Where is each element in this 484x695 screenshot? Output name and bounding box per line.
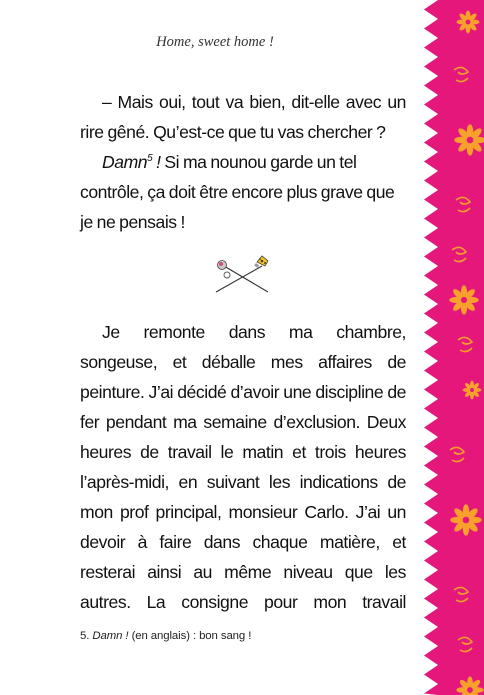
paragraph-text: – Mais oui, tout va bien, dit-elle avec un rire gêné. Qu’est-ce que tu vas chercher ? xyxy=(80,92,406,142)
floral-zigzag-border-icon xyxy=(424,0,484,695)
footnote-italic: Damn ! xyxy=(92,630,129,642)
border-flower-icon xyxy=(450,504,482,536)
italic-punctuation: ! xyxy=(152,152,161,172)
border-flower-icon xyxy=(456,10,479,33)
footnote-text: (en anglais) : bon sang ! xyxy=(128,630,252,642)
paragraph-damn xyxy=(80,147,406,237)
text-block-top xyxy=(80,87,406,237)
border-flower-icon xyxy=(449,285,478,314)
zigzag-band xyxy=(424,0,484,695)
paragraph-text: Si ma nounou garde un tel contrôle, ça doit être encore plus grave que je ne pensais ! xyxy=(80,152,395,232)
footnote-number: 5. xyxy=(80,630,93,642)
italic-word: Damn xyxy=(102,152,148,172)
crossed-brushes-ornament-icon xyxy=(210,252,274,296)
paragraph-dialogue xyxy=(80,87,406,147)
text-block-bottom xyxy=(80,317,406,617)
paragraph-text: Je remonte dans ma chambre, songeuse, et déballe mes affaires de peinture. J’ai décidé d’avoir une discipline de fer pendant ma semaine d’exclusion. Deux heures de travail le matin et trois heures l’après-midi, en suivant les indications de mon prof principal, monsieur Carlo. J’ai un devoir à faire dans chaque matière, et resterai ainsi au même niveau que les autres. La consigne pour mon travail xyxy=(80,322,406,612)
border-flower-icon xyxy=(463,381,482,400)
running-head: Home, sweet home ! xyxy=(156,34,274,50)
paragraph-narration xyxy=(80,317,406,617)
footnote xyxy=(80,630,251,642)
footnote-reference[interactable]: 5 xyxy=(147,153,153,164)
